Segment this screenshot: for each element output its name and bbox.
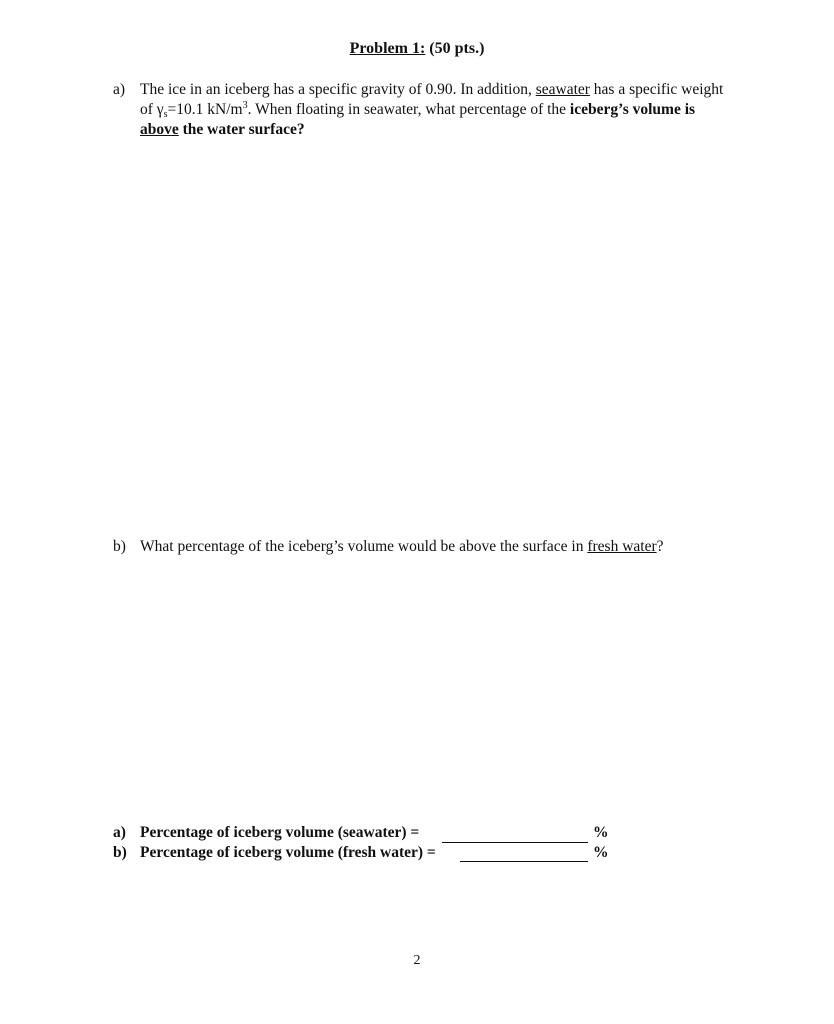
answer-unit: % <box>593 844 609 861</box>
answer-blank-seawater[interactable] <box>442 842 588 843</box>
question-b-text <box>140 537 753 557</box>
answer-label: b) <box>113 844 127 861</box>
question-b-label: b) <box>113 538 126 555</box>
question-a-text-part: =10.1 kN/m <box>167 101 243 118</box>
question-b-text-part: ? <box>656 538 664 555</box>
question-a-bold-part: iceberg’s volume is <box>569 101 696 118</box>
answer-blank-fresh-water[interactable] <box>460 861 588 862</box>
question-a <box>113 80 733 140</box>
problem-title-label: Problem 1: <box>349 40 426 57</box>
question-a-label: a) <box>113 81 126 98</box>
answer-row <box>113 843 436 863</box>
answer-text: Percentage of iceberg volume (seawater) = <box>140 824 420 841</box>
question-b-text-part: What percentage of the iceberg’s volume would be above the surface in <box>140 538 588 555</box>
question-b <box>113 537 753 557</box>
answer-row <box>113 823 419 843</box>
question-a-text-part: has a specific weight of γ <box>140 81 724 118</box>
question-a-text-part: . When floating in seawater, what percentage of the <box>247 101 570 118</box>
answer-unit: % <box>593 824 609 841</box>
problem-title <box>0 40 834 58</box>
above-term: above <box>140 121 179 138</box>
question-a-text <box>140 80 733 140</box>
answer-label: a) <box>113 824 126 841</box>
cubed-superscript: 3 <box>242 100 248 111</box>
seawater-term: seawater <box>535 81 590 98</box>
page-number: 2 <box>413 953 421 968</box>
question-a-bold-part: the water surface? <box>178 121 305 138</box>
answer-text: Percentage of iceberg volume (fresh water) = <box>140 844 436 861</box>
gamma-subscript: s <box>163 109 168 120</box>
problem-points: (50 pts.) <box>425 40 485 57</box>
question-a-text-part: The ice in an iceberg has a specific gravity of 0.90. In addition, <box>140 81 536 98</box>
fresh-water-term: fresh water <box>587 538 657 555</box>
